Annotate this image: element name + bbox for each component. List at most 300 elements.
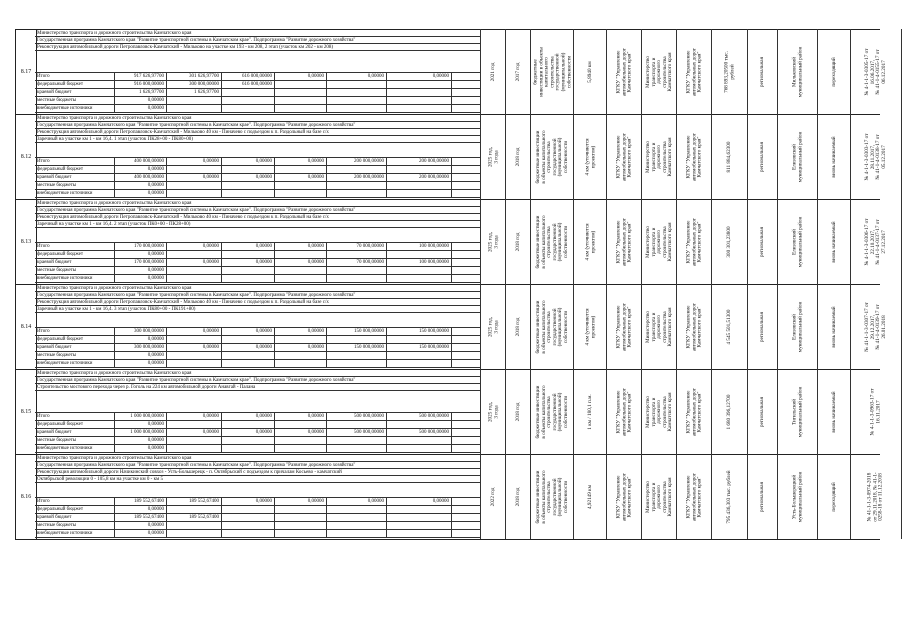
object-line: Реконструкция автомобильной дороги Петропавловск-Камчатский - Мильково 40 км - Пиначево с подъездом к п. Раздольный на базе с/х: [35, 299, 480, 306]
finance-value: [222, 267, 275, 274]
finance-value: [327, 506, 387, 513]
finance-value: [222, 530, 275, 537]
finance-row: [35, 328, 480, 336]
finance-value: 0,00000: [222, 429, 275, 436]
finance-value: [222, 421, 275, 428]
attribute-text: № 41-1-1-3-0307-17 от 29.12.2017, № 41-1-4-0139-17 от 26.01.2018: [863, 301, 887, 352]
attribute-text: региональная: [759, 226, 766, 257]
attribute-text: 2025 год, 3 года: [486, 146, 499, 167]
program-line: Государственная программа Камчатского края "Развитие транспортной системы в Камчатском крае". Подпрограмма "Развитие дорожного хозяйства": [35, 122, 480, 129]
attribute-text: № 41-1-1-3-0974-2018 от 29.11.2018, № 41-1- 0258-18 от 11.12.2018: [866, 471, 884, 522]
finance-value: 0,00000: [115, 421, 167, 428]
attribute-cell: [641, 369, 677, 454]
attribute-cell: [606, 284, 642, 369]
finance-value: [327, 251, 387, 258]
finance-table: [35, 497, 480, 538]
finance-value: 150 000,00000: [387, 328, 452, 335]
program-line: Государственная программа Камчатского края "Развитие транспортной системы в Камчатском крае". Подпрограмма "Развитие дорожного хозяйства": [35, 207, 480, 214]
attribute-cell: [850, 199, 902, 284]
attribute-text: Министерство транспорта и дорожного строительства Камчатского края: [644, 392, 673, 431]
attribute-cell: [747, 114, 778, 199]
project-section: [15, 29, 887, 114]
finance-row: [35, 275, 480, 283]
attribute-text: Министерство транспорта и дорожного строительства Камчатского края: [644, 52, 673, 91]
finance-value: 0,00000: [167, 243, 222, 250]
finance-value: 300 000,00000: [167, 81, 222, 88]
finance-value: [387, 352, 452, 359]
attribute-cell: [777, 114, 818, 199]
attribute-text: 5,8940 км: [586, 60, 593, 83]
finance-value: 0,00000: [115, 437, 167, 444]
finance-row: [35, 429, 480, 437]
ministry-line: Министерство транспорта и дорожного строительства Камчатского края: [35, 285, 480, 292]
finance-value: 0,00000: [275, 498, 327, 505]
finance-value: [387, 267, 452, 274]
finance-value: [275, 105, 327, 112]
program-line: Государственная программа Камчатского края "Развитие транспортной системы в Камчатском крае". Подпрограмма "Развитие дорожного хозяйства": [35, 37, 480, 44]
finance-value: 0,00000: [275, 429, 327, 436]
finance-value: 0,00000: [275, 174, 327, 181]
finance-value: [327, 105, 387, 112]
finance-source-label: Итого: [35, 158, 115, 165]
finance-value: 0,00000: [115, 97, 167, 104]
finance-row: [35, 166, 480, 174]
finance-source-label: Итого: [35, 498, 115, 505]
finance-value: 0,00000: [115, 251, 167, 258]
finance-value: [275, 352, 327, 359]
finance-value: 300 000,00000: [115, 328, 167, 335]
finance-value: 0,00000: [115, 445, 167, 452]
project-section: [15, 114, 887, 199]
attribute-cell: [480, 369, 506, 454]
finance-value: [275, 267, 327, 274]
attribute-text: переходящий: [830, 481, 837, 512]
finance-value: [167, 182, 222, 189]
attribute-cell: [676, 114, 712, 199]
attribute-cell: [573, 284, 607, 369]
finance-value: [327, 81, 387, 88]
finance-source-label: краевой бюджет: [35, 514, 115, 521]
ministry-line: Министерство транспорта и дорожного строительства Камчатского края: [35, 370, 480, 377]
finance-value: [222, 352, 275, 359]
attribute-cell: [777, 454, 818, 539]
attribute-text: № 4-1-1-3-0963-17 от 16.11.2017: [869, 388, 881, 435]
finance-value: 0,00000: [115, 182, 167, 189]
finance-value: [222, 445, 275, 452]
section-code: 8.13: [15, 199, 37, 284]
finance-value: 0,00000: [275, 73, 327, 80]
finance-row: [35, 413, 480, 421]
finance-value: 170 000,00000: [115, 243, 167, 250]
finance-value: 400 000,00000: [115, 174, 167, 181]
object-line: Реконструкция автомобильной дороги Петропавловск-Камчатский - Мильково 40 км - Пиначево с подъездом к п. Раздольный на базе с/х: [35, 214, 480, 221]
finance-value: 916 000,00000: [115, 81, 167, 88]
attribute-text: 2018 год: [514, 487, 521, 506]
attribute-columns: [480, 29, 887, 114]
finance-value: [167, 421, 222, 428]
finance-value: [167, 437, 222, 444]
finance-value: [387, 105, 452, 112]
finance-value: [387, 514, 452, 521]
finance-source-label: внебюджетные источники: [35, 105, 115, 112]
finance-value: [222, 506, 275, 513]
object-line: Заречный на участке км 1 - км 16,4. 1 этап (участок ПК28+00 - ПК80+00): [35, 136, 480, 143]
finance-value: [167, 105, 222, 112]
finance-value: [275, 89, 327, 96]
finance-row: [35, 105, 480, 113]
attribute-cell: [817, 284, 851, 369]
finance-value: 301 626,97700: [167, 73, 222, 80]
finance-value: 0,00000: [387, 73, 452, 80]
finance-value: [275, 81, 327, 88]
finance-value: 0,00000: [115, 360, 167, 367]
finance-source-label: краевой бюджет: [35, 259, 115, 266]
finance-value: 189 552,67400: [167, 498, 222, 505]
finance-value: [387, 166, 452, 173]
attribute-columns: [480, 454, 884, 539]
finance-row: [35, 336, 480, 344]
project-section: [15, 454, 884, 539]
finance-value: 0,00000: [275, 328, 327, 335]
attribute-cell: [505, 114, 531, 199]
attribute-text: № 4-1-1-3-0306-17 от 22.10.2017, № 41-1-4-0137-17 от 27.12.2017: [863, 218, 887, 265]
attribute-cell: [480, 114, 506, 199]
finance-table: [35, 242, 480, 283]
finance-row: [35, 81, 480, 89]
finance-source-label: краевой бюджет: [35, 429, 115, 436]
attribute-text: Елизовский муниципальный район: [791, 131, 803, 182]
finance-value: [167, 445, 222, 452]
finance-value: [387, 437, 452, 444]
attribute-text: региональная: [759, 56, 766, 87]
finance-value: [222, 182, 275, 189]
finance-row: [35, 259, 480, 267]
finance-value: 0,00000: [222, 259, 275, 266]
finance-source-label: местные бюджеты: [35, 522, 115, 529]
finance-source-label: краевой бюджет: [35, 174, 115, 181]
attribute-cell: [676, 29, 712, 114]
finance-value: 200 000,00000: [387, 174, 452, 181]
attribute-columns: [480, 284, 887, 369]
finance-row: [35, 498, 480, 506]
finance-value: [222, 97, 275, 104]
attribute-cell: [641, 114, 677, 199]
finance-value: [222, 514, 275, 521]
finance-source-label: внебюджетные источники: [35, 530, 115, 537]
finance-value: 100 000,00000: [387, 259, 452, 266]
object-line: Октябрьской революции 0 - 105,8 км на участке км 0 - км 5: [35, 476, 480, 483]
attribute-cell: [777, 284, 818, 369]
finance-value: 0,00000: [115, 522, 167, 529]
finance-value: [387, 89, 452, 96]
finance-value: [222, 190, 275, 197]
finance-table: [35, 72, 480, 113]
finance-value: [222, 360, 275, 367]
attribute-cell: [711, 199, 748, 284]
attribute-text: 811 884,62300: [726, 141, 733, 172]
finance-source-label: федеральный бюджет: [35, 166, 115, 173]
attribute-text: КГКУ "Управление автомобильных дорог Камчатского края": [615, 387, 633, 436]
attribute-text: КГКУ "Управление автомобильных дорог Камчатского края": [685, 47, 703, 96]
finance-source-label: местные бюджеты: [35, 182, 115, 189]
finance-value: 0,00000: [167, 429, 222, 436]
attribute-text: 2017 год: [514, 62, 521, 81]
attribute-text: 4 км (уточняется проектом): [583, 222, 596, 261]
section-code: 8.17: [15, 29, 37, 114]
finance-table: [35, 327, 480, 368]
attribute-text: Министерство транспорта и дорожного строительства Камчатского края: [644, 137, 673, 176]
finance-value: 0,00000: [275, 259, 327, 266]
finance-row: [35, 344, 480, 352]
attribute-cell: [711, 29, 748, 114]
attribute-cell: [606, 199, 642, 284]
finance-value: [275, 251, 327, 258]
finance-value: 0,00000: [167, 344, 222, 351]
finance-value: 1 000 000,00000: [115, 413, 167, 420]
attribute-text: бюджетные инвестиции в объекты капитального строительства государственной (муниципальной) собственности: [534, 299, 569, 354]
attribute-cell: [850, 114, 902, 199]
attribute-text: КГКУ "Управление автомобильных дорог Камчатского края": [615, 217, 633, 266]
finance-value: 200 000,00000: [327, 158, 387, 165]
finance-value: [275, 530, 327, 537]
finance-row: [35, 190, 480, 198]
project-section: [15, 199, 887, 284]
finance-value: 0,00000: [115, 275, 167, 282]
finance-value: 0,00000: [222, 243, 275, 250]
attribute-text: Елизовский муниципальный район: [791, 216, 803, 267]
finance-value: [387, 190, 452, 197]
finance-value: 150 000,00000: [327, 344, 387, 351]
finance-value: [222, 437, 275, 444]
attribute-cell: [711, 114, 748, 199]
finance-value: 100 000,00000: [387, 243, 452, 250]
attribute-cell: [505, 454, 531, 539]
attribute-text: 1 680 396,12700: [726, 394, 733, 430]
finance-value: [222, 105, 275, 112]
finance-value: 300 000,00000: [115, 344, 167, 351]
finance-value: 0,00000: [167, 158, 222, 165]
finance-value: 0,00000: [167, 259, 222, 266]
attribute-cell: [747, 199, 778, 284]
finance-row: [35, 182, 480, 190]
attribute-cell: [530, 114, 574, 199]
attribute-cell: [711, 369, 748, 454]
finance-source-label: Итого: [35, 243, 115, 250]
attribute-text: КГКУ "Управление автомобильных дорог Камчатского края": [685, 387, 703, 436]
finance-row: [35, 174, 480, 182]
attribute-cell: [530, 199, 574, 284]
finance-value: 70 000,00000: [327, 259, 387, 266]
attribute-text: региональная: [759, 141, 766, 172]
finance-row: [35, 158, 480, 166]
finance-value: [167, 275, 222, 282]
finance-source-label: внебюджетные источники: [35, 275, 115, 282]
finance-value: [222, 275, 275, 282]
attribute-text: КГКУ "Управление автомобильных дорог Камчатского края": [685, 217, 703, 266]
finance-value: [222, 251, 275, 258]
finance-value: [275, 506, 327, 513]
finance-value: [387, 336, 452, 343]
attribute-text: 4 545 501,51300: [726, 309, 733, 345]
finance-value: 917 626,97700: [115, 73, 167, 80]
finance-value: [275, 190, 327, 197]
attribute-text: региональная: [759, 311, 766, 342]
object-line: Заречный на участке км 1 - км 16,4. 2 этап (участок ПК0+00 - ПК28+00): [35, 221, 480, 228]
finance-value: 0,00000: [327, 73, 387, 80]
finance-value: 0,00000: [222, 344, 275, 351]
finance-row: [35, 514, 480, 522]
finance-source-label: внебюджетные источники: [35, 190, 115, 197]
finance-value: [387, 530, 452, 537]
finance-value: [327, 336, 387, 343]
section-code: 8.14: [15, 284, 37, 369]
attribute-cell: [676, 199, 712, 284]
finance-value: [327, 421, 387, 428]
finance-value: [327, 97, 387, 104]
finance-row: [35, 445, 480, 453]
attribute-cell: [747, 454, 778, 539]
finance-row: [35, 251, 480, 259]
finance-value: 0,00000: [115, 105, 167, 112]
attribute-cell: [505, 284, 531, 369]
finance-value: [327, 445, 387, 452]
attribute-cell: [505, 199, 531, 284]
attribute-cell: [530, 284, 574, 369]
finance-row: [35, 421, 480, 429]
finance-value: [167, 267, 222, 274]
finance-value: [167, 352, 222, 359]
attribute-text: КГКУ "Управление автомобильных дорог Камчатского края": [615, 472, 633, 521]
finance-source-label: местные бюджеты: [35, 437, 115, 444]
attribute-text: вновь начинаемый: [830, 135, 837, 178]
attribute-cell: [641, 199, 677, 284]
attribute-cell: [817, 114, 851, 199]
attribute-text: 2018 год: [514, 232, 521, 251]
finance-value: 0,00000: [222, 328, 275, 335]
attribute-text: Министерство транспорта и дорожного строительства Камчатского края: [644, 477, 673, 516]
attribute-cell: [711, 284, 748, 369]
attribute-text: КГКУ "Управление автомобильных дорог Камчатского края": [685, 472, 703, 521]
attribute-cell: [641, 454, 677, 539]
section-code: 8.16: [15, 454, 37, 539]
finance-value: [275, 445, 327, 452]
finance-source-label: краевой бюджет: [35, 89, 115, 96]
finance-value: [327, 190, 387, 197]
finance-source-label: местные бюджеты: [35, 267, 115, 274]
attribute-cell: [505, 29, 531, 114]
finance-value: [167, 166, 222, 173]
attribute-cell: [573, 369, 607, 454]
program-line: Государственная программа Камчатского края "Развитие транспортной системы в Камчатском крае". Подпрограмма "Развитие дорожного хозяйства": [35, 292, 480, 299]
finance-row: [35, 352, 480, 360]
finance-value: 0,00000: [222, 413, 275, 420]
attribute-text: бюджетные инвестиции в объекты капитального строительства государственной (муниципальной) собственности: [534, 214, 569, 269]
finance-value: 0,00000: [222, 158, 275, 165]
attribute-cell: [606, 114, 642, 199]
finance-row: [35, 73, 480, 81]
finance-value: [387, 421, 452, 428]
finance-source-label: местные бюджеты: [35, 352, 115, 359]
attribute-text: вновь начинаемый: [830, 305, 837, 348]
finance-row: [35, 243, 480, 251]
attribute-text: 1 км / 180,1 п.м.: [586, 393, 593, 430]
attribute-text: вновь начинаемый: [830, 390, 837, 433]
attribute-text: 2025 год, 3 года: [486, 231, 499, 252]
finance-value: [327, 275, 387, 282]
attribute-text: № 4-1-1-3-0303-17 от 28.11.2017, № 41-1-4-0138-17 от 05.12.2017: [863, 133, 887, 180]
document-table: [15, 29, 887, 609]
finance-value: 70 000,00000: [327, 243, 387, 250]
attribute-cell: [747, 29, 778, 114]
finance-value: 0,00000: [115, 352, 167, 359]
attribute-cell: [573, 114, 607, 199]
finance-value: 1 626,97700: [115, 89, 167, 96]
ministry-line: Министерство транспорта и дорожного строительства Камчатского края: [35, 200, 480, 207]
finance-value: 150 000,00000: [387, 344, 452, 351]
finance-value: 500 000,00000: [327, 413, 387, 420]
attribute-cell: [817, 29, 851, 114]
attribute-text: КГКУ "Управление автомобильных дорог Камчатского края": [685, 132, 703, 181]
finance-table: [35, 412, 480, 453]
finance-value: [327, 522, 387, 529]
attribute-text: КГКУ "Управление автомобильных дорог Камчатского края": [615, 302, 633, 351]
finance-value: [167, 336, 222, 343]
finance-value: [275, 182, 327, 189]
finance-value: [222, 166, 275, 173]
attribute-columns: [480, 114, 887, 199]
attribute-cell: [573, 29, 607, 114]
attribute-text: 2021 год: [489, 62, 496, 81]
finance-row: [35, 437, 480, 445]
attribute-text: 2022 год: [489, 487, 496, 506]
attribute-text: Усть-Большерецкий муниципальный район: [791, 471, 803, 522]
finance-value: [327, 437, 387, 444]
ministry-line: Министерство транспорта и дорожного строительства Камчатского края: [35, 455, 480, 462]
finance-value: [327, 89, 387, 96]
finance-value: [327, 514, 387, 521]
attribute-cell: [817, 199, 851, 284]
attribute-text: КГКУ "Управление автомобильных дорог Камчатского края": [615, 132, 633, 181]
finance-table: [35, 157, 480, 198]
finance-value: 0,00000: [387, 498, 452, 505]
finance-value: [275, 97, 327, 104]
attribute-cell: [777, 29, 818, 114]
finance-row: [35, 506, 480, 514]
object-line: Реконструкция автомобильной дороги Петропавловск-Камчатский - Мильково 40 км - Пиначево с подъездом к п. Раздольный на базе с/х: [35, 129, 480, 136]
attribute-cell: [641, 284, 677, 369]
attribute-text: Елизовский муниципальный район: [791, 301, 803, 352]
finance-value: 0,00000: [222, 174, 275, 181]
attribute-columns: [480, 369, 880, 454]
attribute-text: бюджетные инвестиции в объекты капитального строительства государственной (муниципальной) собственности: [534, 129, 569, 184]
finance-value: 0,00000: [167, 174, 222, 181]
finance-value: [387, 251, 452, 258]
attribute-cell: [817, 369, 851, 454]
attribute-cell: [850, 454, 902, 539]
attribute-cell: [747, 284, 778, 369]
finance-value: [275, 421, 327, 428]
finance-value: [275, 522, 327, 529]
finance-value: [167, 190, 222, 197]
attribute-text: вновь начинаемый: [830, 220, 837, 263]
finance-value: 616 000,00000: [222, 81, 275, 88]
finance-value: [387, 182, 452, 189]
finance-value: [167, 530, 222, 537]
attribute-text: Тигильский муниципальный район: [791, 386, 803, 437]
attribute-text: 4 км (уточняется проектом): [583, 307, 596, 346]
finance-value: [387, 81, 452, 88]
attribute-cell: [850, 284, 902, 369]
